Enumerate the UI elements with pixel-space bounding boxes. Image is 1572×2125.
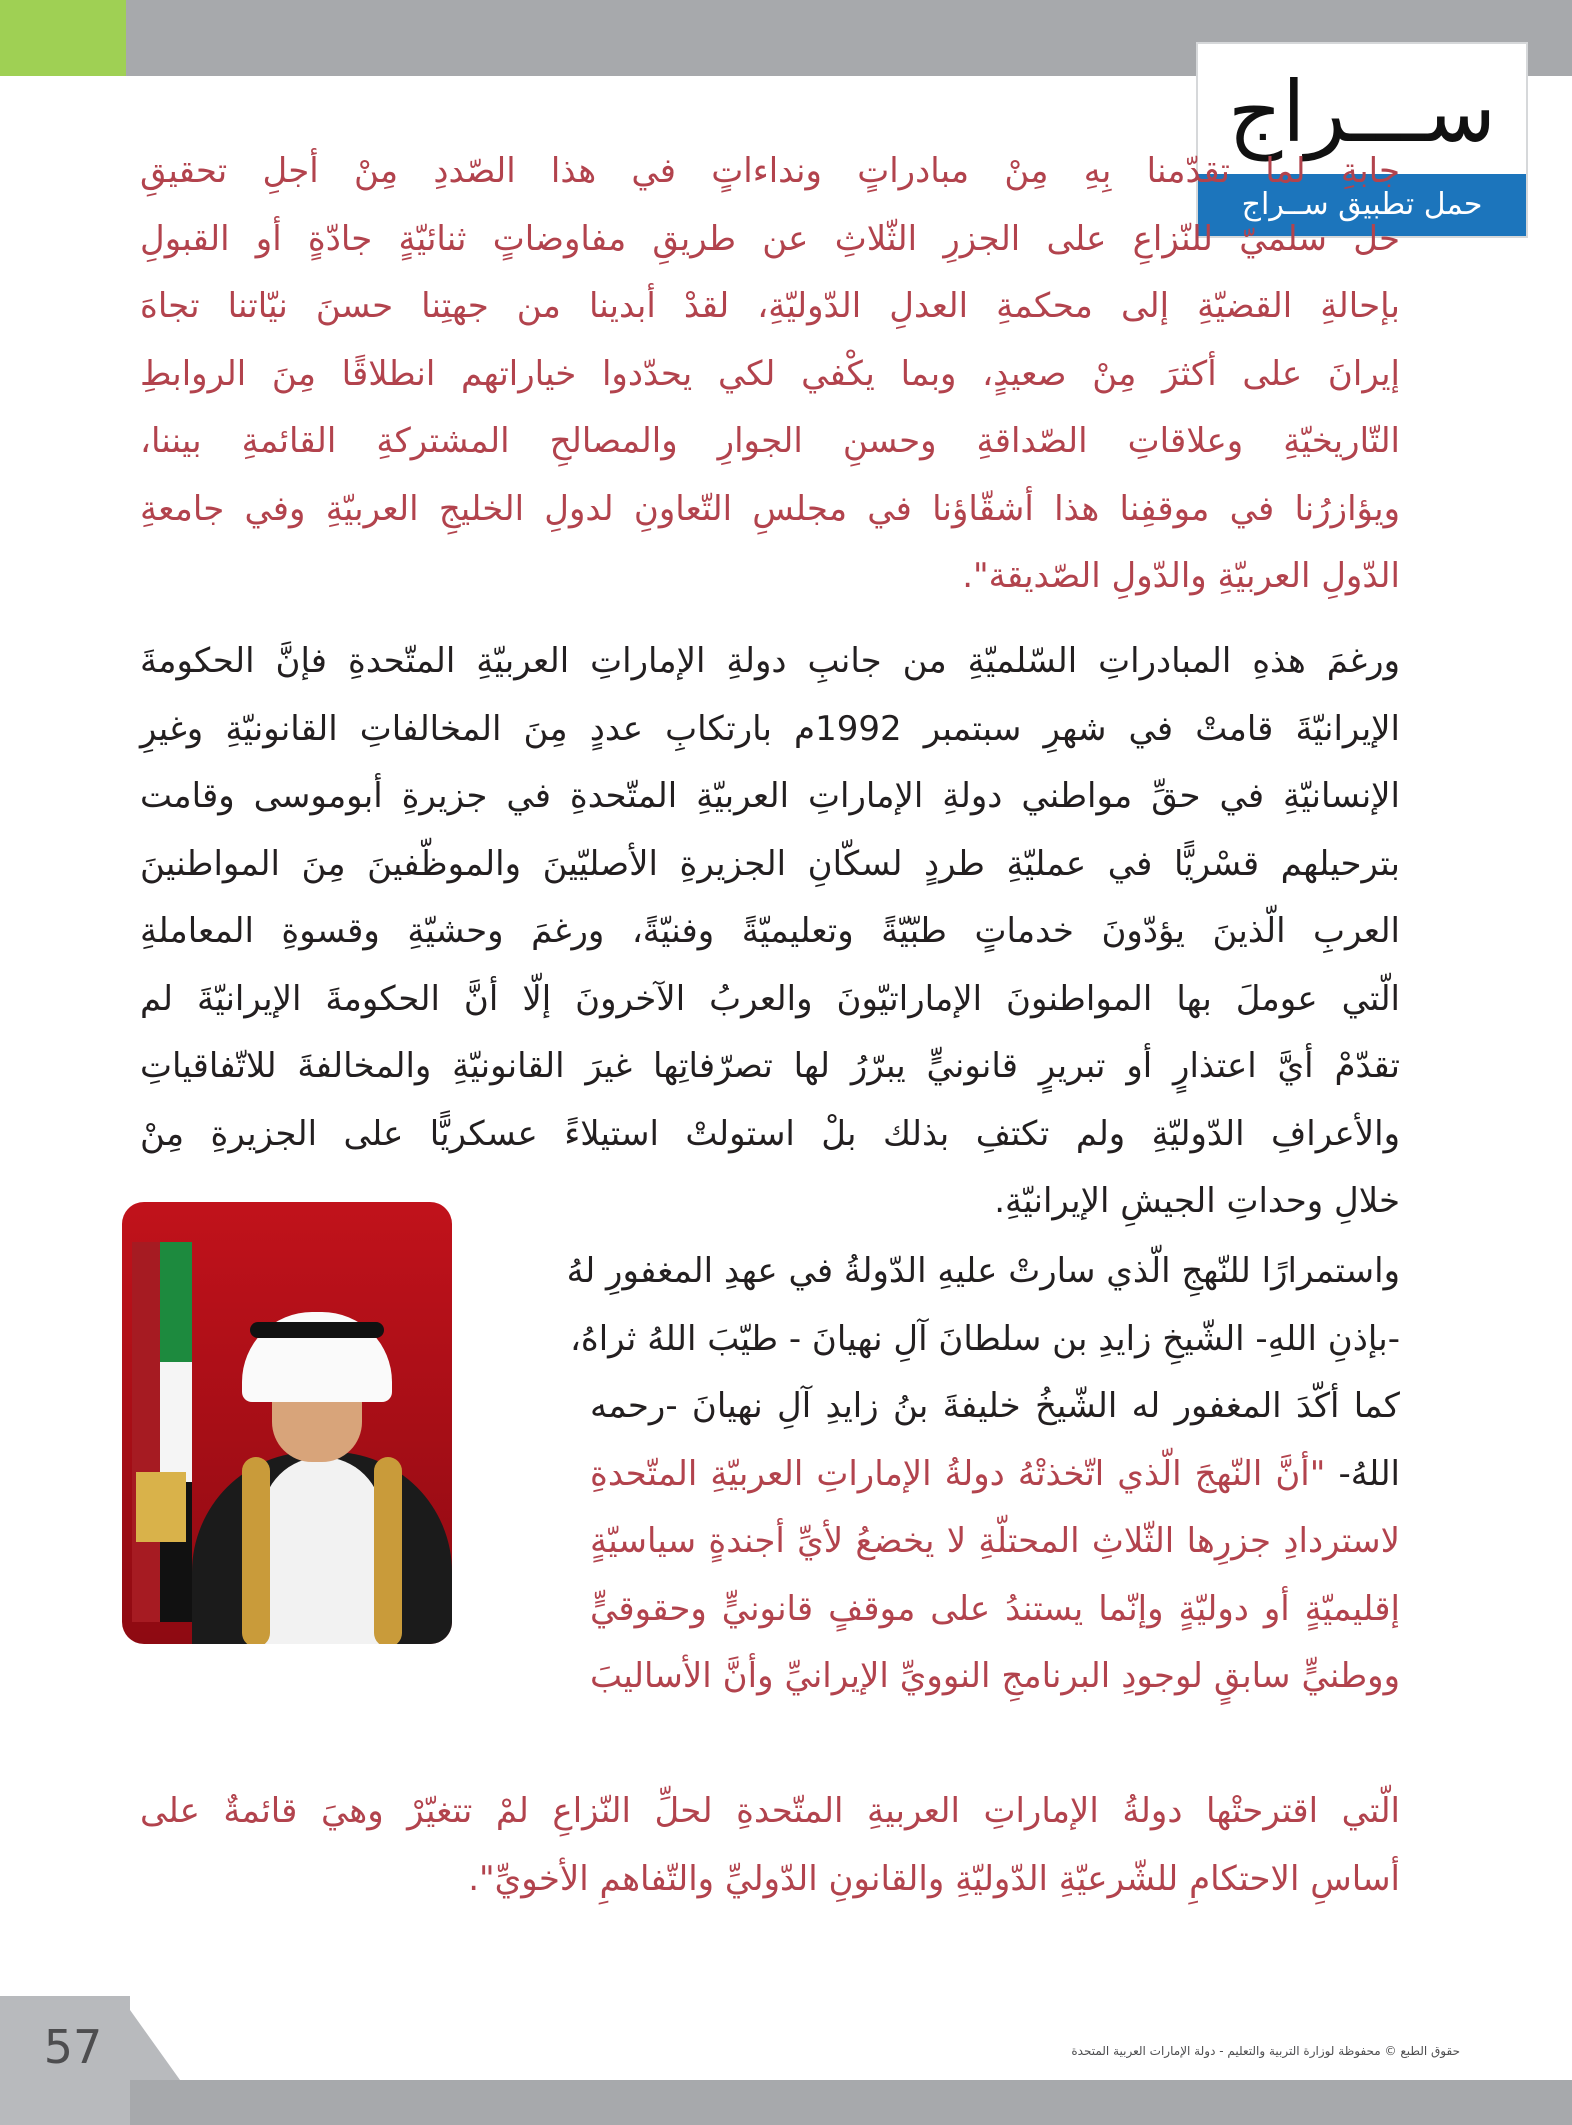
bisht-trim-right bbox=[374, 1457, 402, 1644]
text-line: ورغمَ هذهِ المبادراتِ السّلميّةِ من جانبِ دولةِ الإماراتِ العربيّةِ المتّحدةِ فإنَّ الحكومةَ bbox=[140, 641, 1400, 681]
footer-bar bbox=[0, 2080, 1572, 2125]
text-line: ووطنيٍّ سابقٍ لوجودِ البرنامجِ النوويِّ الإيرانيِّ وأنَّ الأساليبَ bbox=[590, 1656, 1400, 1696]
text-line: ويؤازرُنا في موقفِنا هذا أشقّاؤنا في مجلسِ التّعاونِ لدولِ الخليجِ العربيّةِ وفي جامعةِ bbox=[140, 488, 1400, 529]
text-line: إيرانَ على أكثرَ مِنْ صعيدٍ، وبما يكْفي لكي يحدّدوا خياراتهم انطلاقًا مِنَ الروابطِ bbox=[140, 353, 1400, 394]
text-line: جابةِ لما تقدّمنا بِهِ مِنْ مبادراتٍ ونداءاتٍ في هذا الصّددِ مِنْ أجلِ تحقيقِ bbox=[140, 151, 1400, 191]
text-line: لاستردادِ جزرِها الثّلاثِ المحتلّةِ لا يخضعُ لأيِّ أجندةٍ سياسيّةٍ bbox=[590, 1521, 1400, 1561]
text-line: خلالِ وحداتِ الجيشِ الإيرانيّةِ. bbox=[994, 1181, 1400, 1221]
page-number: 57 bbox=[43, 2020, 103, 2074]
portrait-photo bbox=[122, 1202, 452, 1644]
body-paragraph-2 bbox=[140, 628, 1400, 1236]
text-line: بترحيلهم قسْريًّا في عمليّةِ طردٍ لسكّانِ الجزيرةِ الأصليّينَ والموظّفينَ مِنَ المواطنينَ bbox=[140, 843, 1400, 884]
quote-paragraph-1 bbox=[140, 138, 1400, 611]
text-line: العربِ الّذينَ يؤدّونَ خدماتٍ طبّيّةً وتعليميّةً وفنيّةً، ورغمَ وحشيّةِ وقسوةِ المعاملةِ bbox=[140, 911, 1400, 951]
text-line: الإيرانيّةَ قامتْ في شهرِ سبتمبر 1992م بارتكابِ عددٍ مِنَ المخالفاتِ القانونيّةِ وغيرِ bbox=[140, 708, 1400, 749]
bisht-trim-left bbox=[242, 1457, 270, 1644]
text-line: التّاريخيّةِ وعلاقاتِ الصّداقةِ وحسنِ الجوارِ والمصالحِ المشتركةِ القائمةِ بيننا، bbox=[140, 421, 1400, 461]
body-paragraph-3 bbox=[566, 1238, 1400, 1711]
text-line-mixed bbox=[590, 1441, 1400, 1509]
text-line: تقدّمْ أيَّ اعتذارٍ أو تبريرٍ قانونيٍّ يبرّرُ لها تصرّفاتِها غيرَ القانونيّةِ والمخالفةَ للاتّفاقياتِ bbox=[140, 1046, 1400, 1086]
uae-flag-icon bbox=[132, 1242, 192, 1622]
text-line: الدّولِ العربيّةِ والدّولِ الصّديقة". bbox=[962, 556, 1400, 596]
text-line: الّتي اقترحتْها دولةُ الإماراتِ العربيةِ المتّحدةِ لحلِّ النّزاعِ لمْ تتغيّرْ وهيَ قائمةٌ على bbox=[140, 1791, 1400, 1831]
text-line: والأعرافِ الدّوليّةِ ولم تكتفِ بذلك بلْ استولتْ استيلاءً عسكريًّا على الجزيرةِ مِنْ bbox=[140, 1113, 1400, 1154]
top-banner-green-accent bbox=[0, 0, 126, 76]
text-line: بإحالةِ القضيّةِ إلى محكمةِ العدلِ الدّوليّةِ، لقدْ أبدينا من جهتِنا حسنَ نيّاتنا تجاهَ bbox=[140, 286, 1400, 326]
text-segment: اللهُ- bbox=[1338, 1453, 1400, 1494]
text-line: -بإذنِ اللهِ- الشّيخِ زايدِ بن سلطانَ آلِ نهيانَ - طيّبَ اللهُ ثراهُ، bbox=[569, 1318, 1400, 1359]
text-line: حل سلميّ للنّزاعِ على الجزرِ الثّلاثِ عن طريقِ مفاوضاتٍ ثنائيّةٍ جادّةٍ أو القبولِ bbox=[140, 218, 1400, 259]
text-line: الّتي عوملَ بها المواطنونَ الإماراتيّونَ والعربُ الآخرونَ إلّا أنَّ الحكومةَ الإيرانيّةَ لم bbox=[140, 978, 1400, 1019]
copyright-notice: حقوق الطبع © محفوظة لوزارة التربية والتعليم - دولة الإمارات العربية المتحدة bbox=[1071, 2044, 1460, 2058]
siraj-logo-tagline: حمل تطبيق ســراج bbox=[1198, 174, 1526, 236]
text-line: كما أكّدَ المغفور له الشّيخُ خليفةَ بنُ زايدِ آلِ نهيانَ -رحمه bbox=[590, 1386, 1400, 1426]
quote-segment: "أنَّ النّهجَ الّذي اتّخذتْهُ دولةُ الإماراتِ العربيّةِ المتّحدةِ bbox=[590, 1453, 1326, 1494]
text-line: الإنسانيّةِ في حقِّ مواطني دولةِ الإماراتِ العربيّةِ المتّحدةِ في جزيرةِ أبوموسى وقامت bbox=[140, 776, 1400, 816]
text-line: أساسِ الاحتكامِ للشّرعيّةِ الدّوليّةِ والقانونِ الدّوليِّ والتّفاهمِ الأخويِّ". bbox=[468, 1858, 1400, 1899]
agal bbox=[250, 1322, 384, 1338]
siraj-logo-word: ســـراج bbox=[1227, 63, 1497, 161]
text-line: واستمرارًا للنّهجِ الّذي سارتْ عليهِ الدّولةُ في عهدِ المغفورِ لهُ bbox=[566, 1251, 1400, 1291]
kandura bbox=[262, 1457, 382, 1644]
quote-paragraph-4 bbox=[140, 1778, 1400, 1913]
text-line: إقليميّةٍ أو دوليّةٍ وإنّما يستندُ على موقفٍ قانونيٍّ وحقوقيٍّ bbox=[590, 1588, 1400, 1629]
